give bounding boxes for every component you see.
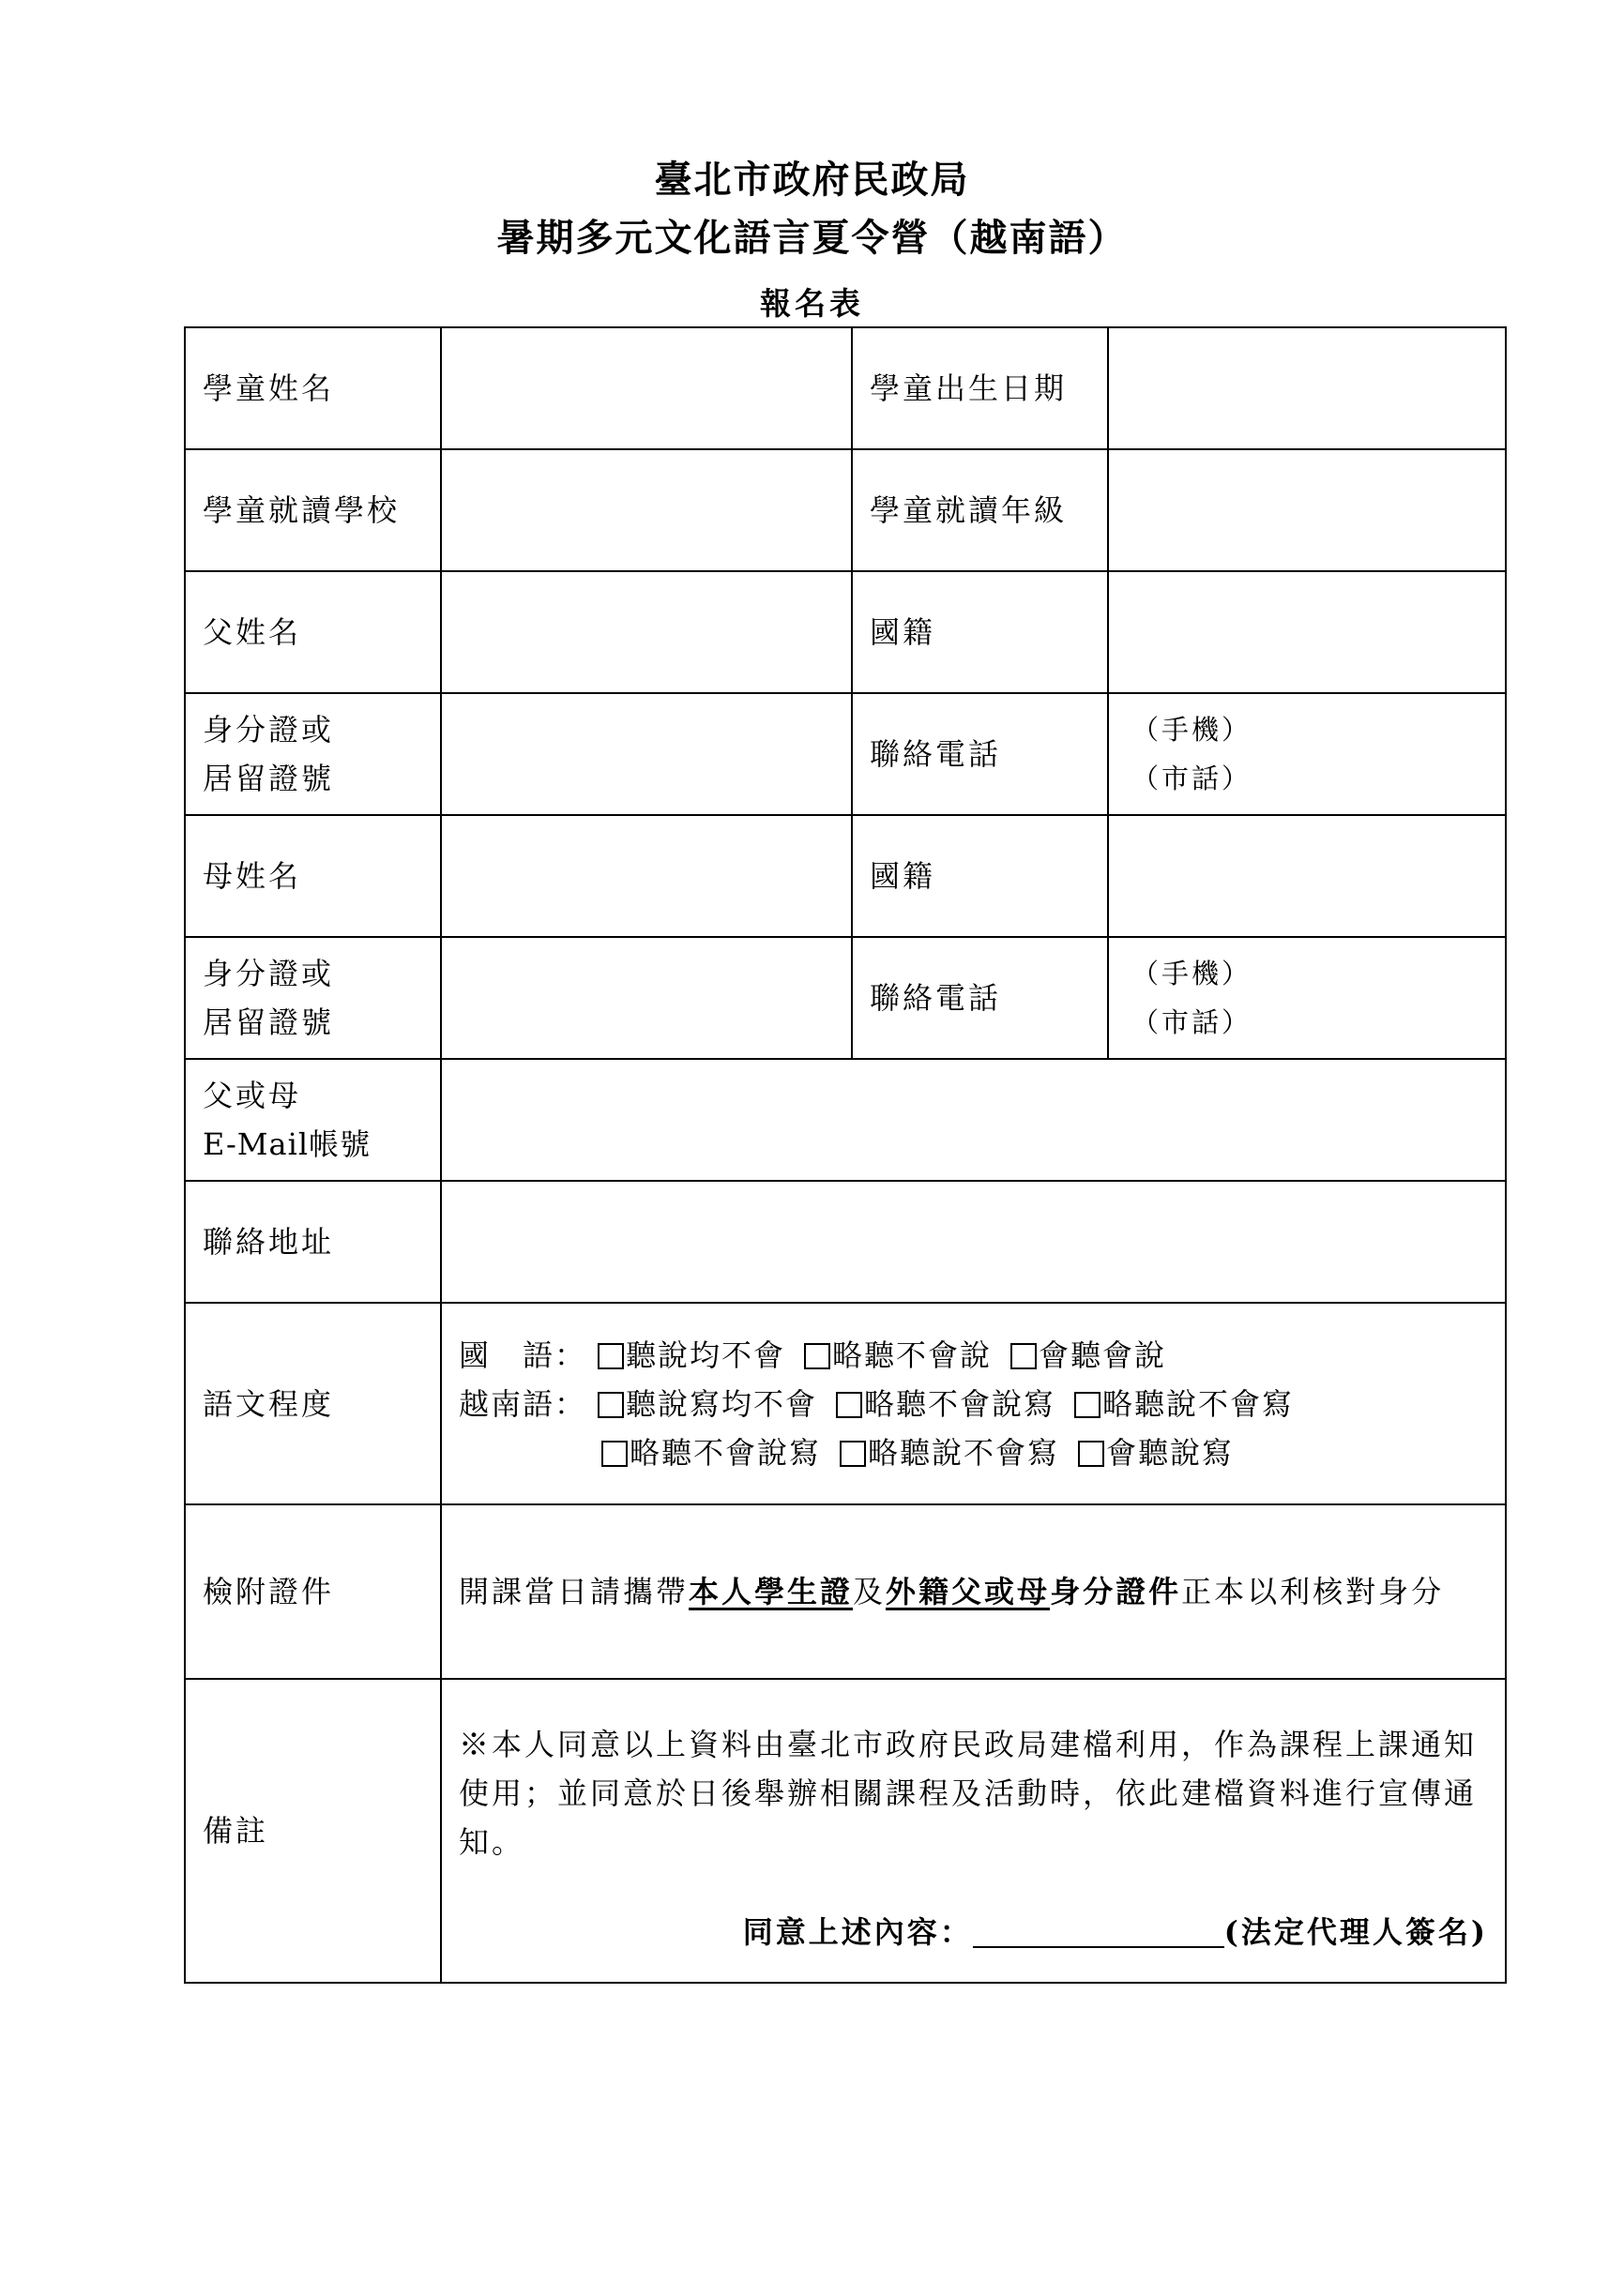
- option-label: 聽說寫均不會: [626, 1385, 818, 1422]
- field-mother-name[interactable]: [441, 815, 852, 937]
- label-email: [185, 1059, 441, 1181]
- field-mother-nationality[interactable]: [1108, 815, 1506, 937]
- row-student-school: [185, 449, 1506, 571]
- label-id-line1: 身分證或: [203, 956, 335, 991]
- option-label: 會聽會說: [1039, 1337, 1167, 1373]
- field-father-phone[interactable]: [1108, 693, 1506, 815]
- doc-id-document: 身分證件: [1050, 1574, 1182, 1609]
- mobile-hint: （手機）: [1131, 958, 1252, 989]
- checkbox[interactable]: [598, 1392, 624, 1418]
- option-label: 略聽說不會寫: [868, 1434, 1060, 1471]
- field-student-name[interactable]: [441, 327, 852, 449]
- field-student-grade[interactable]: [1108, 449, 1506, 571]
- label-father-nationality: 國籍: [852, 571, 1108, 693]
- option-label: 會聽說寫: [1106, 1434, 1235, 1471]
- row-language-level: [185, 1303, 1506, 1504]
- doc-text-2: 及: [853, 1574, 887, 1609]
- option-label: 聽說均不會: [626, 1337, 786, 1373]
- label-id-line2: 居留證號: [203, 1004, 335, 1040]
- field-address[interactable]: [441, 1181, 1506, 1303]
- documents-text: [441, 1504, 1506, 1679]
- mandarin-line: [459, 1331, 1488, 1380]
- vietnamese-label: 越南語：: [459, 1385, 587, 1422]
- option-label: 略聽不會說: [832, 1337, 993, 1373]
- doc-student-id: 本人學生證: [689, 1574, 854, 1609]
- doc-text-3: 正本以利核對身分: [1181, 1574, 1445, 1609]
- label-mother-nationality: 國籍: [852, 815, 1108, 937]
- label-remarks: 備註: [185, 1679, 441, 1983]
- field-mother-phone[interactable]: [1108, 937, 1506, 1059]
- org-title: 臺北市政府民政局: [654, 158, 970, 202]
- row-address: [185, 1181, 1506, 1303]
- label-student-school: 學童就讀學校: [185, 449, 441, 571]
- row-email: [185, 1059, 1506, 1181]
- landline-hint: （市話）: [1131, 1006, 1252, 1038]
- agree-line: [459, 1908, 1488, 1956]
- checkbox[interactable]: [1078, 1441, 1104, 1467]
- label-student-name: 學童姓名: [185, 327, 441, 449]
- row-father-id: [185, 693, 1506, 815]
- mobile-hint: （手機）: [1131, 714, 1252, 746]
- form-title: 報名表: [760, 285, 864, 322]
- field-student-birth[interactable]: [1108, 327, 1506, 449]
- landline-hint: （市話）: [1131, 763, 1252, 794]
- field-student-school[interactable]: [441, 449, 852, 571]
- checkbox[interactable]: [840, 1441, 866, 1467]
- checkbox[interactable]: [1010, 1343, 1037, 1369]
- label-language-level: 語文程度: [185, 1303, 441, 1504]
- field-mother-id[interactable]: [441, 937, 852, 1059]
- row-mother-name: [185, 815, 1506, 937]
- label-father-name: 父姓名: [185, 571, 441, 693]
- option-label: 略聽說不會寫: [1102, 1385, 1295, 1422]
- field-father-id[interactable]: [441, 693, 852, 815]
- checkbox[interactable]: [598, 1343, 624, 1369]
- label-mother-id: [185, 937, 441, 1059]
- signature-note: (法定代理人簽名): [1223, 1914, 1488, 1950]
- consent-text: ※本人同意以上資料由臺北市政府民政局建檔利用，作為課程上課通知使用；並同意於日後舉辦相關課程及活動時，依此建檔資料進行宣傳通知。: [459, 1727, 1478, 1860]
- checkbox[interactable]: [836, 1392, 862, 1418]
- vietnamese-line-1: [459, 1380, 1488, 1428]
- row-student-name: [185, 327, 1506, 449]
- label-documents: 檢附證件: [185, 1504, 441, 1679]
- label-father-phone: 聯絡電話: [852, 693, 1108, 815]
- field-email[interactable]: [441, 1059, 1506, 1181]
- row-documents: [185, 1504, 1506, 1679]
- label-mother-name: 母姓名: [185, 815, 441, 937]
- row-remarks: [185, 1679, 1506, 1983]
- label-address: 聯絡地址: [185, 1181, 441, 1303]
- mandarin-label: 國 語：: [459, 1337, 587, 1373]
- option-label: 略聽不會說寫: [864, 1385, 1056, 1422]
- label-email-line1: 父或母: [203, 1078, 302, 1113]
- label-student-grade: 學童就讀年級: [852, 449, 1108, 571]
- label-id-line2: 居留證號: [203, 761, 335, 796]
- row-mother-id: [185, 937, 1506, 1059]
- option-label: 略聽不會說寫: [630, 1434, 822, 1471]
- registration-form-table: [184, 326, 1507, 1984]
- doc-foreign-parent: 外籍父或母: [886, 1574, 1051, 1609]
- label-student-birth: 學童出生日期: [852, 327, 1108, 449]
- remarks-content: [441, 1679, 1506, 1983]
- field-father-nationality[interactable]: [1108, 571, 1506, 693]
- label-father-id: [185, 693, 441, 815]
- field-father-name[interactable]: [441, 571, 852, 693]
- row-father-name: [185, 571, 1506, 693]
- checkbox[interactable]: [1074, 1392, 1100, 1418]
- agree-label: 同意上述內容：: [742, 1914, 973, 1950]
- language-options: [441, 1303, 1506, 1504]
- checkbox[interactable]: [601, 1441, 628, 1467]
- label-id-line1: 身分證或: [203, 712, 335, 748]
- program-title: 暑期多元文化語言夏令營（越南語）: [496, 216, 1128, 260]
- label-mother-phone: 聯絡電話: [852, 937, 1108, 1059]
- signature-field[interactable]: [973, 1914, 1224, 1948]
- label-email-line2: E-Mail帳號: [203, 1126, 372, 1162]
- doc-text-1: 開課當日請攜帶: [459, 1574, 690, 1609]
- checkbox[interactable]: [804, 1343, 830, 1369]
- vietnamese-line-2: [459, 1428, 1488, 1477]
